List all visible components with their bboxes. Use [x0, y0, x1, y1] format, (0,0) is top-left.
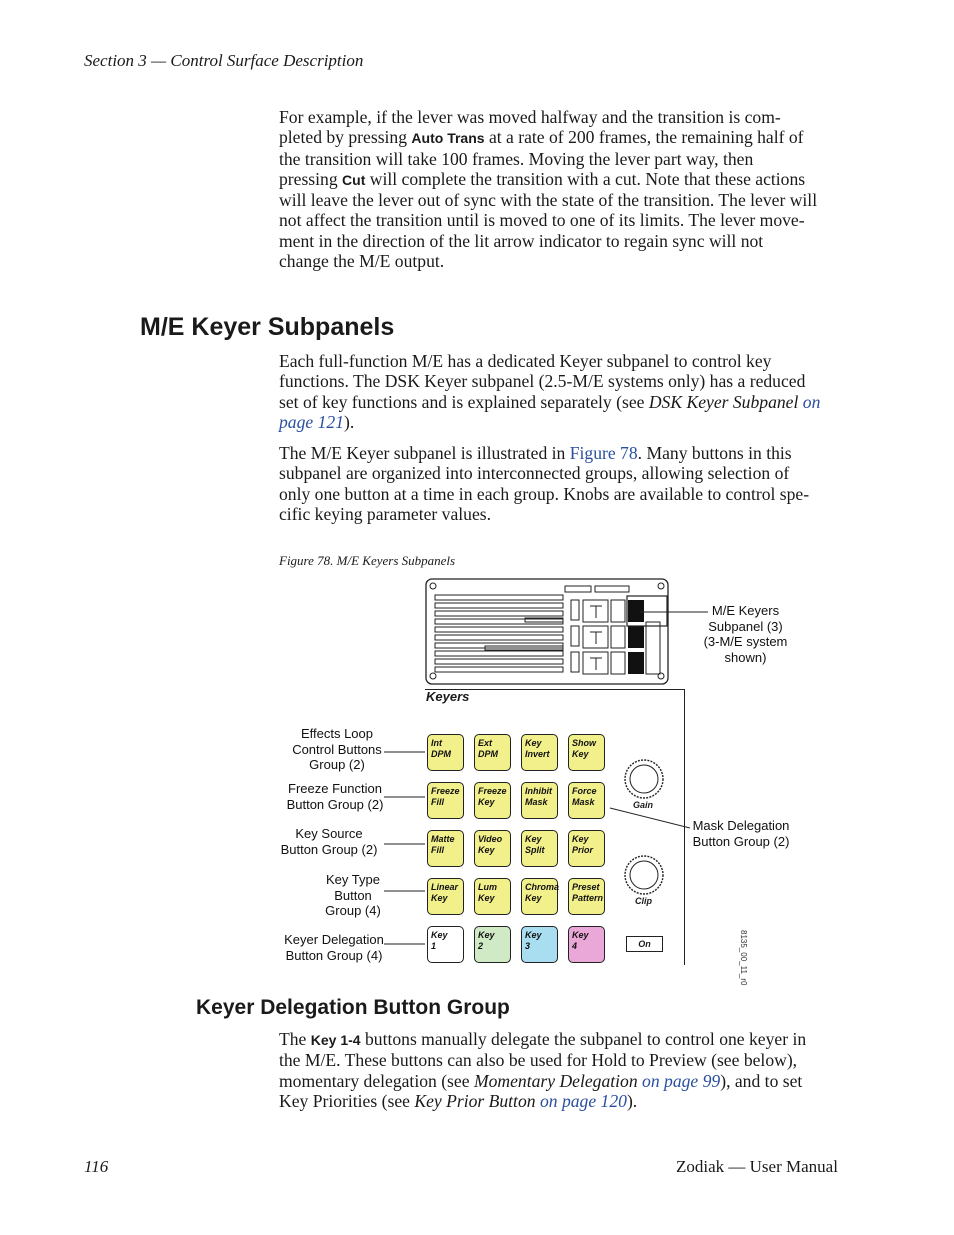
footer-title: Zodiak — User Manual: [676, 1157, 838, 1176]
keyer-button-label: Key: [525, 930, 542, 940]
callout-keyer-delegation: Keyer Delegation Button Group (4): [284, 932, 384, 963]
text-line: For example, if the lever was moved halfway and the transition is com-: [279, 107, 781, 127]
text-line: not affect the transition until is moved to one of its limits. The lever move-: [279, 210, 805, 231]
button-ref-cut: Cut: [342, 171, 366, 188]
text-line: only one button at a time in each group. Knobs are available to control spe-: [279, 483, 810, 504]
keyer-button-label: Video: [478, 834, 503, 844]
link-figure-78[interactable]: Figure 78: [569, 443, 638, 463]
keyer-button-label: Force: [572, 786, 597, 796]
intro-paragraph: [279, 107, 849, 271]
keyer-button-label: Inhibit: [525, 786, 552, 796]
text-line: functions. The DSK Keyer subpanel (2.5-M/E systems only) has a reduced: [279, 371, 806, 392]
text-line: change the M/E output.: [279, 251, 445, 272]
callout-freeze-function: Freeze Function Button Group (2): [286, 781, 384, 812]
callout-me-keyers: M/E Keyers Subpanel (3) (3-M/E system shown): [703, 603, 788, 665]
keyer-button-label: Key: [431, 892, 448, 903]
text-line: cific keying parameter values.: [279, 503, 492, 524]
text-line: set of key functions and is explained separately (see DSK Keyer Subpanel on: [279, 391, 821, 412]
keyer-button-label: Fill: [431, 796, 444, 807]
page-number: 116: [84, 1157, 109, 1176]
keyer-button-label: Key: [478, 930, 495, 940]
keyer-button-label: Key: [525, 738, 542, 748]
keyer-button-label: Lum: [478, 882, 497, 892]
callout-mask-delegation: Mask Delegation Button Group (2): [692, 818, 790, 849]
keyer-button-label: Key: [478, 844, 495, 855]
keyer-button-label: Ext: [478, 738, 493, 748]
keyer-button-label: Freeze: [431, 786, 460, 796]
callout-leader-lines: [380, 740, 690, 960]
clip-label: Clip: [635, 896, 652, 906]
button-ref-auto-trans: Auto Trans: [411, 130, 485, 147]
text-line: the M/E. These buttons can also be used for Hold to Preview (see below),: [279, 1050, 798, 1071]
text-line: the transition will take 100 frames. Moving the lever part way, then: [279, 148, 754, 169]
text-line: pressing Cut will complete the transition with a cut. Note that these actions: [279, 168, 806, 189]
keyer-button-label: 4: [572, 940, 578, 951]
keyer-button-label: Key: [478, 796, 495, 807]
keyer-button-label: Invert: [525, 748, 550, 759]
text-line: momentary delegation (see Momentary Delegation on page 99), and to set: [279, 1070, 803, 1091]
keyer-button-label: Mask: [572, 796, 595, 807]
callout-key-type: Key Type Button Group (4): [325, 872, 381, 918]
figure-id: 8135_00_11_r0: [739, 930, 748, 986]
keyer-button-label: Key: [478, 892, 495, 903]
text-line: page 121).: [279, 411, 355, 432]
keyer-button-label: Chroma: [525, 882, 560, 892]
keyer-button-label: Key: [525, 834, 542, 844]
link-page-121[interactable]: page 121: [279, 411, 344, 432]
text-line: pleted by pressing Auto Trans at a rate of 200 frames, the remaining half of: [279, 127, 804, 148]
keyer-button-label: Key: [525, 892, 542, 903]
keyer-button-label: Matte: [431, 834, 455, 844]
keyer-button-label: Pattern: [572, 892, 604, 903]
keyer-button-label: Show: [572, 738, 596, 748]
text-line: ment in the direction of the lit arrow indicator to regain sync will not: [279, 230, 764, 251]
keyer-button-label: Mask: [525, 796, 548, 807]
link-dsk-page[interactable]: on: [798, 391, 821, 412]
on-button[interactable]: On: [626, 936, 663, 952]
text-line: The M/E Keyer subpanel is illustrated in Figure 78. Many buttons in this: [279, 443, 792, 463]
keyer-button-label: Split: [525, 844, 545, 855]
section-title: M/E Keyer Subpanels: [140, 313, 395, 341]
keyer-intro-paragraph: [279, 351, 849, 432]
control-surface-overview: [425, 578, 670, 686]
callout-key-source: Key Source Button Group (2): [280, 826, 378, 857]
keyer-button-label: Prior: [572, 844, 594, 855]
keyer-button-label: Linear: [431, 882, 459, 892]
keyer-delegation-paragraph: [279, 1029, 849, 1111]
figure-intro-paragraph: [279, 443, 849, 524]
keyer-button-label: Fill: [431, 844, 444, 855]
keyer-button-label: Freeze: [478, 786, 507, 796]
text-line: Key Priorities (see Key Prior Button on page 120).: [279, 1090, 638, 1111]
keyer-button-label: 1: [431, 940, 437, 951]
keyer-button-label: Key: [572, 834, 589, 844]
button-ref-key-1-4: Key 1-4: [310, 1032, 361, 1048]
gain-label: Gain: [633, 800, 654, 810]
keyer-button-label: Preset: [572, 882, 600, 892]
text-line: Each full-function M/E has a dedicated Keyer subpanel to control key: [279, 351, 772, 371]
keyer-button-label: 2: [478, 940, 484, 951]
keyer-button-label: DPM: [431, 748, 451, 759]
text-line: will leave the lever out of sync with the state of the transition. The lever will: [279, 190, 818, 211]
keyer-button-label: 3: [525, 940, 531, 951]
link-page-120[interactable]: on page 120: [535, 1090, 627, 1111]
keyer-button-label: Key: [572, 930, 589, 940]
link-page-99[interactable]: on page 99: [637, 1070, 721, 1091]
figure-caption: Figure 78. M/E Keyers Subpanels: [279, 553, 456, 568]
text-line: subpanel are organized into interconnected groups, allowing selection of: [279, 463, 790, 484]
keyer-button-label: Key: [431, 930, 448, 940]
running-header: Section 3 — Control Surface Description: [84, 51, 364, 70]
keyer-button-label: DPM: [478, 748, 498, 759]
subsection-title: Keyer Delegation Button Group: [196, 996, 510, 1019]
keyer-button-label: Key: [572, 748, 589, 759]
keyers-panel-title: Keyers: [426, 689, 470, 704]
keyer-button-label: Int: [431, 738, 442, 748]
callout-effects-loop: Effects Loop Control Buttons Group (2): [292, 726, 382, 772]
text-line: The Key 1-4 buttons manually delegate the subpanel to control one keyer in: [279, 1029, 807, 1049]
